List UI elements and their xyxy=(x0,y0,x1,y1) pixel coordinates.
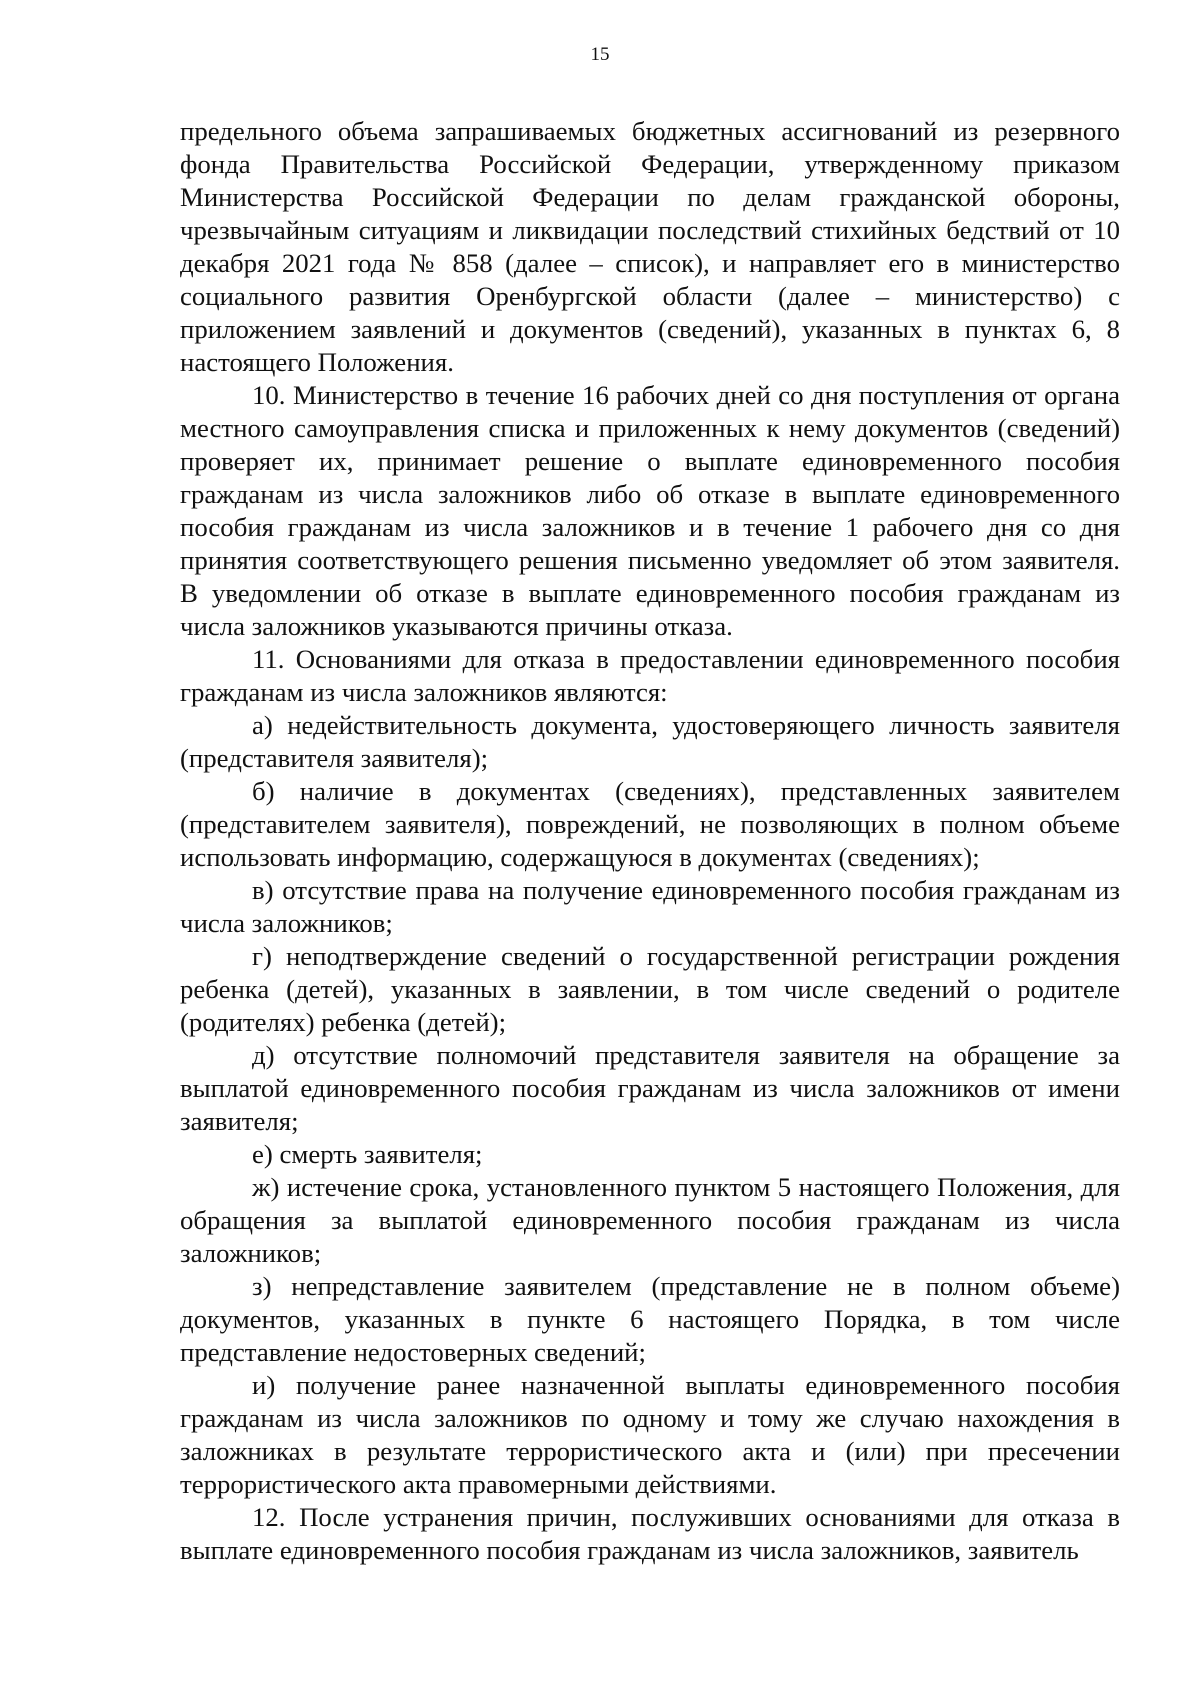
paragraph-continuation: предельного объема запрашиваемых бюджетных ассигнований из резервного фонда Правительства Российской Федерации, утвержденному приказом Министерства Российской Федерации по делам гражданской обороны, чрезвычайным ситуациям и ликвидации последствий стихийных бедствий от 10 декабря 2021 года № 858 (далее – список), и направляет его в министерство социального развития Оренбургской области (далее – министерство) с приложением заявлений и документов (сведений), указанных в пунктах 6, 8 настоящего Положения. xyxy=(180,116,1120,377)
subitem-v: в) отсутствие права на получение единовременного пособия гражданам из числа заложников; xyxy=(180,875,1120,938)
paragraph-item-12: 12. После устранения причин, послуживших основаниями для отказа в выплате единовременного пособия гражданам из числа заложников, заявитель xyxy=(180,1502,1120,1565)
subitem-a: а) недействительность документа, удостоверяющего личность заявителя (представителя заявителя); xyxy=(180,710,1120,773)
subitem-zh: ж) истечение срока, установленного пунктом 5 настоящего Положения, для обращения за выплатой единовременного пособия гражданам из числа заложников; xyxy=(180,1172,1120,1268)
document-body xyxy=(180,115,1120,1567)
subitem-b: б) наличие в документах (сведениях), представленных заявителем (представителем заявителя), повреждений, не позволяющих в полном объеме использовать информацию, содержащуюся в документах (сведениях); xyxy=(180,776,1120,872)
paragraph-item-11: 11. Основаниями для отказа в предоставлении единовременного пособия гражданам из числа заложников являются: xyxy=(180,644,1120,707)
page-number: 15 xyxy=(590,44,610,65)
subitem-d: д) отсутствие полномочий представителя заявителя на обращение за выплатой единовременного пособия гражданам из числа заложников от имени заявителя; xyxy=(180,1040,1120,1136)
subitem-i: и) получение ранее назначенной выплаты единовременного пособия гражданам из числа заложников по одному и тому же случаю нахождения в заложниках в результате террористического акта и (или) при пресечении террористического акта правомерными действиями. xyxy=(180,1370,1120,1499)
paragraph-item-10: 10. Министерство в течение 16 рабочих дней со дня поступления от органа местного самоуправления списка и приложенных к нему документов (сведений) проверяет их, принимает решение о выплате единовременного пособия гражданам из числа заложников либо об отказе в выплате единовременного пособия гражданам из числа заложников и в течение 1 рабочего дня со дня принятия соответствующего решения письменно уведомляет об этом заявителя. В уведомлении об отказе в выплате единовременного пособия гражданам из числа заложников указываются причины отказа. xyxy=(180,380,1120,641)
subitem-g: г) неподтверждение сведений о государственной регистрации рождения ребенка (детей), указанных в заявлении, в том числе сведений о родителе (родителях) ребенка (детей); xyxy=(180,941,1120,1037)
subitem-z: з) непредставление заявителем (представление не в полном объеме) документов, указанных в пункте 6 настоящего Порядка, в том числе представление недостоверных сведений; xyxy=(180,1271,1120,1367)
subitem-e: е) смерть заявителя; xyxy=(252,1139,483,1169)
